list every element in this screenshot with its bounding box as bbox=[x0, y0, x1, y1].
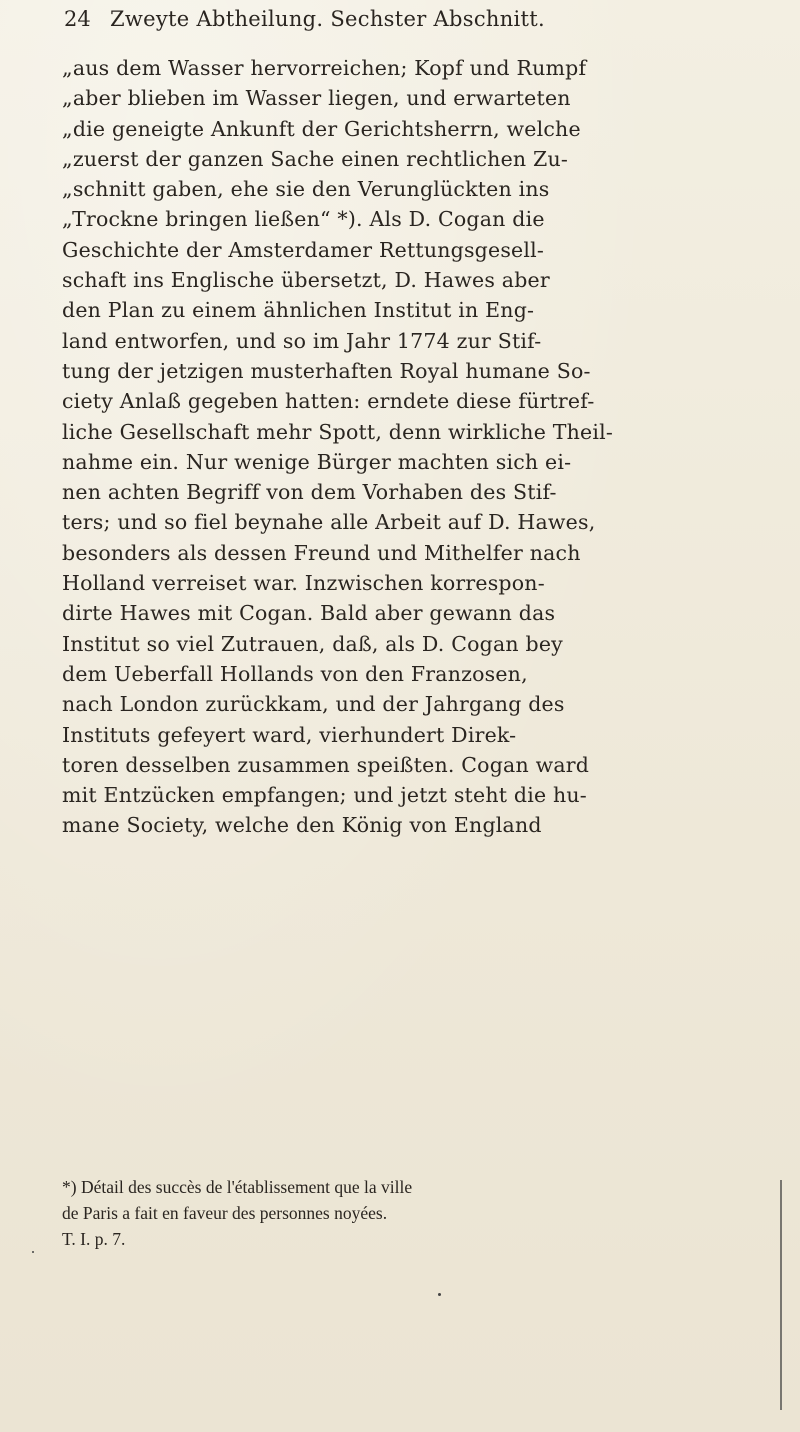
ink-speck bbox=[438, 1293, 441, 1296]
text-line: den Plan zu einem ähnlichen Institut in Eng- bbox=[62, 298, 535, 323]
text-line: Instituts gefeyert ward, vierhundert Direk- bbox=[62, 722, 517, 747]
footnote-line: de Paris a fait en faveur des personnes noyées. bbox=[62, 1203, 388, 1223]
text-line: ciety Anlaß gegeben hatten: erndete diese fürtref- bbox=[62, 389, 595, 414]
text-line: nahme ein. Nur wenige Bürger machten sich ei- bbox=[62, 449, 572, 474]
text-line: nach London zurückkam, und der Jahrgang des bbox=[62, 692, 565, 717]
text-line: „Trockne bringen ließen“ *). Als D. Cogan die bbox=[62, 207, 545, 232]
text-line: land entworfen, und so im Jahr 1774 zur Stif- bbox=[62, 328, 542, 353]
text-line: toren desselben zusammen speißten. Cogan ward bbox=[62, 752, 590, 777]
text-line: Holland verreiset war. Inzwischen korrespon- bbox=[62, 571, 545, 596]
ink-speck bbox=[32, 1251, 34, 1253]
text-line: tung der jetzigen musterhaften Royal humane So- bbox=[62, 358, 591, 383]
text-line: besonders als dessen Freund und Mithelfer nach bbox=[62, 540, 581, 565]
text-line: dem Ueberfall Hollands von den Franzosen, bbox=[62, 661, 528, 686]
footnote-citation: T. I. p. 7. bbox=[62, 1229, 126, 1249]
text-line: schaft ins Englische übersetzt, D. Hawes aber bbox=[62, 268, 550, 293]
text-line: liche Gesellschaft mehr Spott, denn wirkliche Theil- bbox=[62, 419, 613, 444]
text-line: mit Entzücken empfangen; und jetzt steht die hu- bbox=[62, 783, 587, 808]
text-line: nen achten Begriff von dem Vorhaben des Stif- bbox=[62, 480, 557, 505]
body-text bbox=[62, 53, 762, 841]
text-line: „aber blieben im Wasser liegen, und erwarteten bbox=[62, 86, 571, 111]
text-line: Institut so viel Zutrauen, daß, als D. Cogan bey bbox=[62, 631, 563, 656]
text-line: dirte Hawes mit Cogan. Bald aber gewann das bbox=[62, 601, 556, 626]
text-line: „schnitt gaben, ehe sie den Verunglückten ins bbox=[62, 177, 550, 202]
text-line: Geschichte der Amsterdamer Rettungsgesell- bbox=[62, 237, 545, 262]
text-line: „zuerst der ganzen Sache einen rechtlichen Zu- bbox=[62, 146, 569, 171]
text-line: mane Society, welche den König von England bbox=[62, 813, 542, 838]
page-number: 24 bbox=[64, 7, 91, 31]
footnote bbox=[62, 1174, 762, 1252]
text-line: „die geneigte Ankunft der Gerichtsherrn, welche bbox=[62, 116, 581, 141]
page-edge-shadow bbox=[780, 1180, 782, 1410]
page-header bbox=[64, 4, 704, 34]
text-line: ters; und so fiel beynahe alle Arbeit auf D. Hawes, bbox=[62, 510, 596, 535]
text-line: „aus dem Wasser hervorreichen; Kopf und Rumpf bbox=[62, 56, 587, 80]
footnote-line: *) Détail des succès de l'établissement que la ville bbox=[62, 1177, 413, 1197]
running-head: Zweyte Abtheilung. Sechster Abschnitt. bbox=[110, 7, 545, 31]
